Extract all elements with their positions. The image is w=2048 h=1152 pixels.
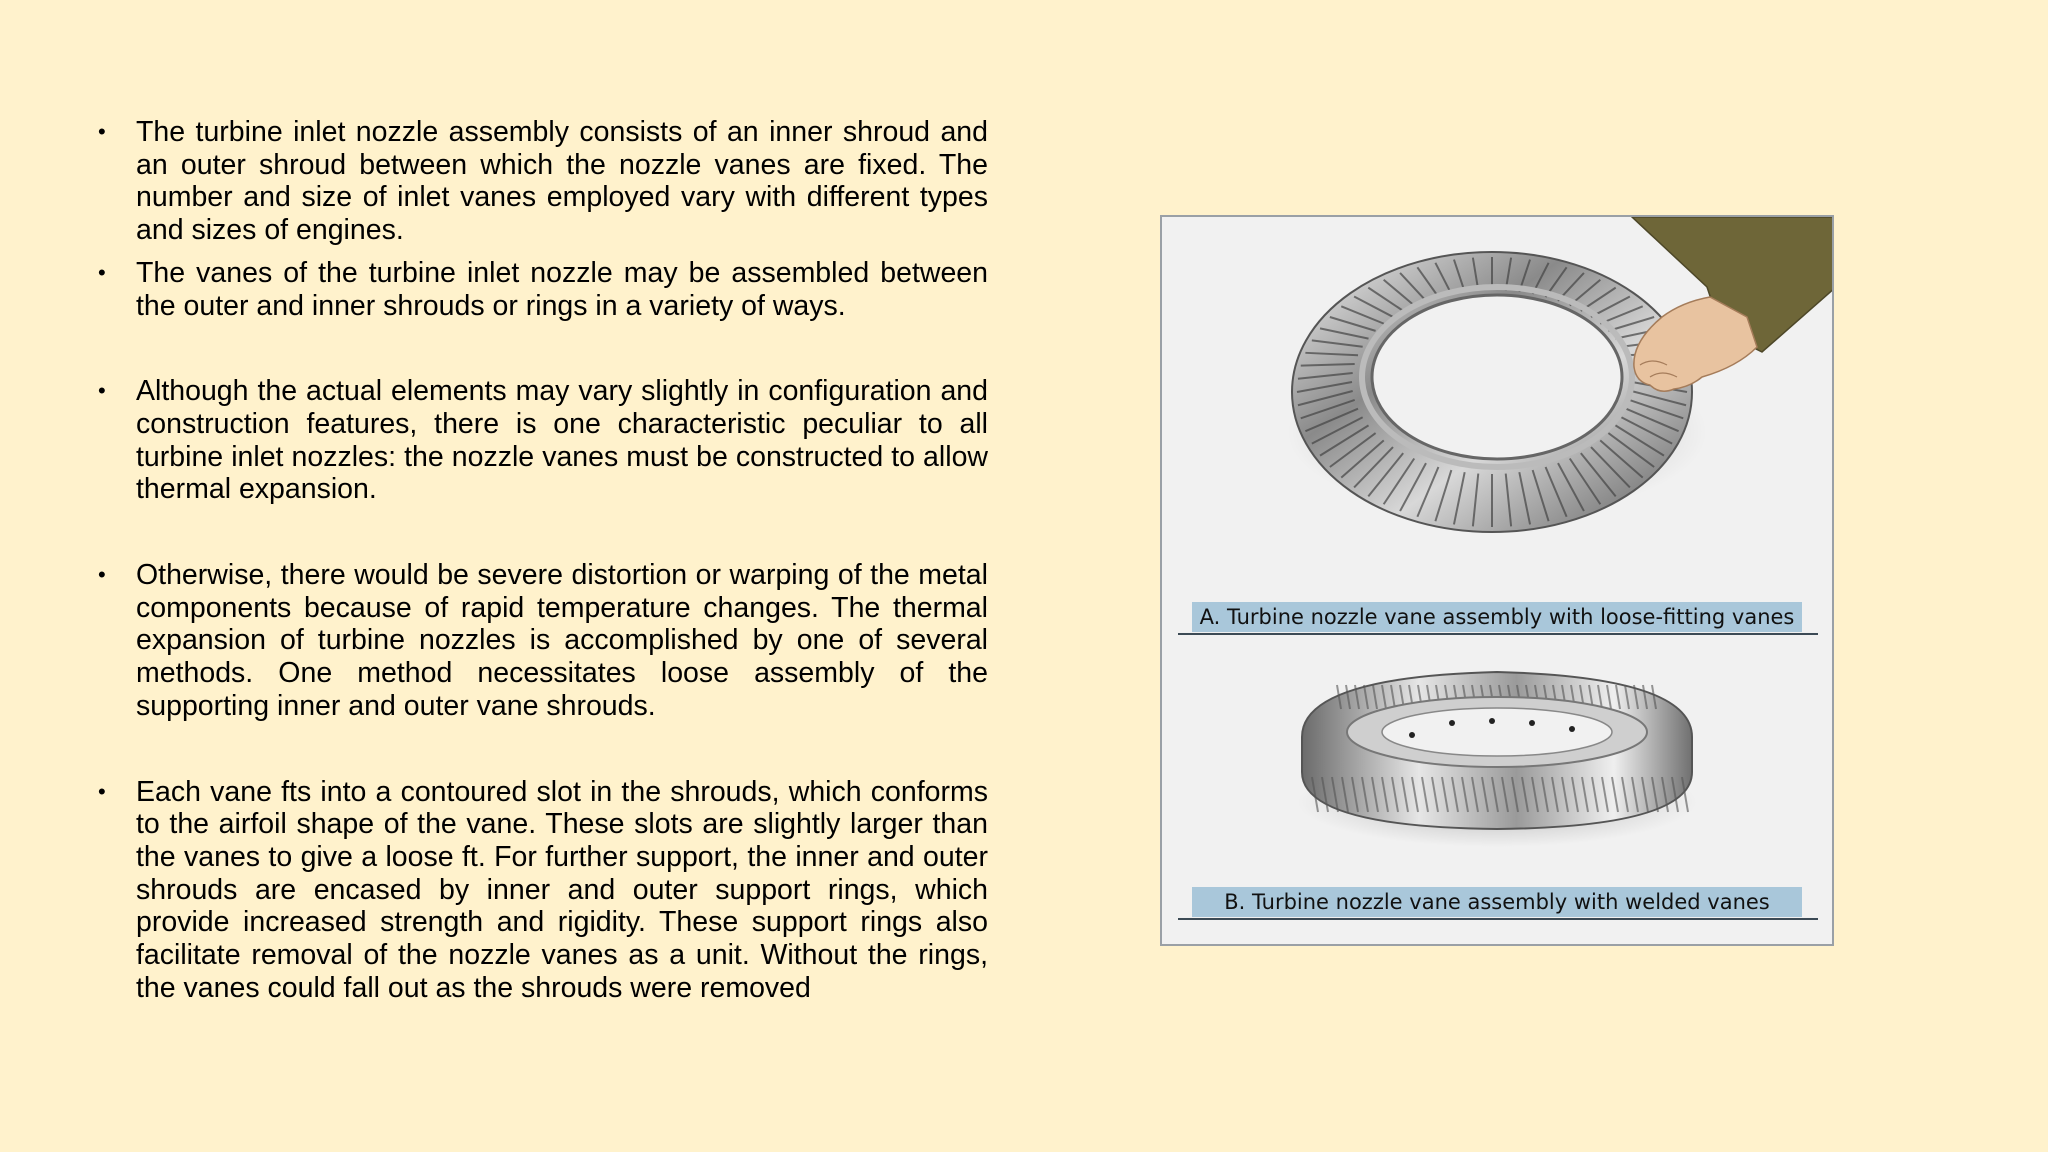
bullet-glyph: • bbox=[98, 778, 106, 804]
bullet-glyph: • bbox=[98, 119, 106, 144]
bullet-item bbox=[98, 116, 988, 247]
caption-b: B. Turbine nozzle vane assembly with welded vanes bbox=[1192, 887, 1802, 917]
bullet-text: Otherwise, there would be severe distortion or warping of the metal components because of rapid temperature changes. The thermal expansion of turbine nozzles is accomplished by one of several methods. One method necessitates loose assembly of the supporting inner and outer vane shrouds. bbox=[136, 559, 988, 722]
caption-a-rule bbox=[1178, 633, 1818, 635]
bullet-item bbox=[98, 375, 988, 506]
nozzle-figure bbox=[1160, 215, 1834, 946]
bullet-item bbox=[98, 559, 988, 723]
bullet-text: The turbine inlet nozzle assembly consists of an inner shroud and an outer shroud between which the nozzle vanes are fixed. The number and size of inlet vanes employed vary with different types and sizes of engines. bbox=[136, 116, 988, 247]
bullet-text: Although the actual elements may vary slightly in configuration and construction features, there is one characteristic peculiar to all turbine inlet nozzles: the nozzle vanes must be constructed to allow thermal expansion. bbox=[136, 375, 988, 506]
bullet-glyph: • bbox=[98, 259, 106, 285]
ring-b-group bbox=[1297, 672, 1697, 847]
bullet-item bbox=[98, 257, 988, 322]
bullet-item bbox=[98, 776, 988, 1005]
nozzle-illustration bbox=[1162, 217, 1834, 946]
bullet-glyph: • bbox=[98, 562, 106, 588]
caption-a: A. Turbine nozzle vane assembly with loose-fitting vanes bbox=[1192, 602, 1802, 632]
caption-b-rule bbox=[1178, 918, 1818, 920]
bullet-glyph: • bbox=[98, 378, 106, 404]
ring-a-inner-hole bbox=[1372, 295, 1622, 459]
bullet-text: The vanes of the turbine inlet nozzle may be assembled between the outer and inner shrouds or rings in a variety of ways. bbox=[136, 256, 988, 322]
bullet-text: Each vane fts into a contoured slot in the shrouds, which conforms to the airfoil shape of the vane. These slots are slightly larger than the vanes to give a loose ft. For further support, the inner and outer shrouds are encased by inner and outer support rings, which provide increased strength and rigidity. These support rings also facilitate removal of the nozzle vanes as a unit. Without the rings, the vanes could fall out as the shrouds were removed bbox=[136, 775, 988, 1004]
bullet-list bbox=[98, 116, 988, 1004]
hand-illustration bbox=[1632, 217, 1834, 391]
ring-a-group bbox=[1287, 252, 1707, 532]
ring-b-inner-hole bbox=[1382, 708, 1612, 756]
